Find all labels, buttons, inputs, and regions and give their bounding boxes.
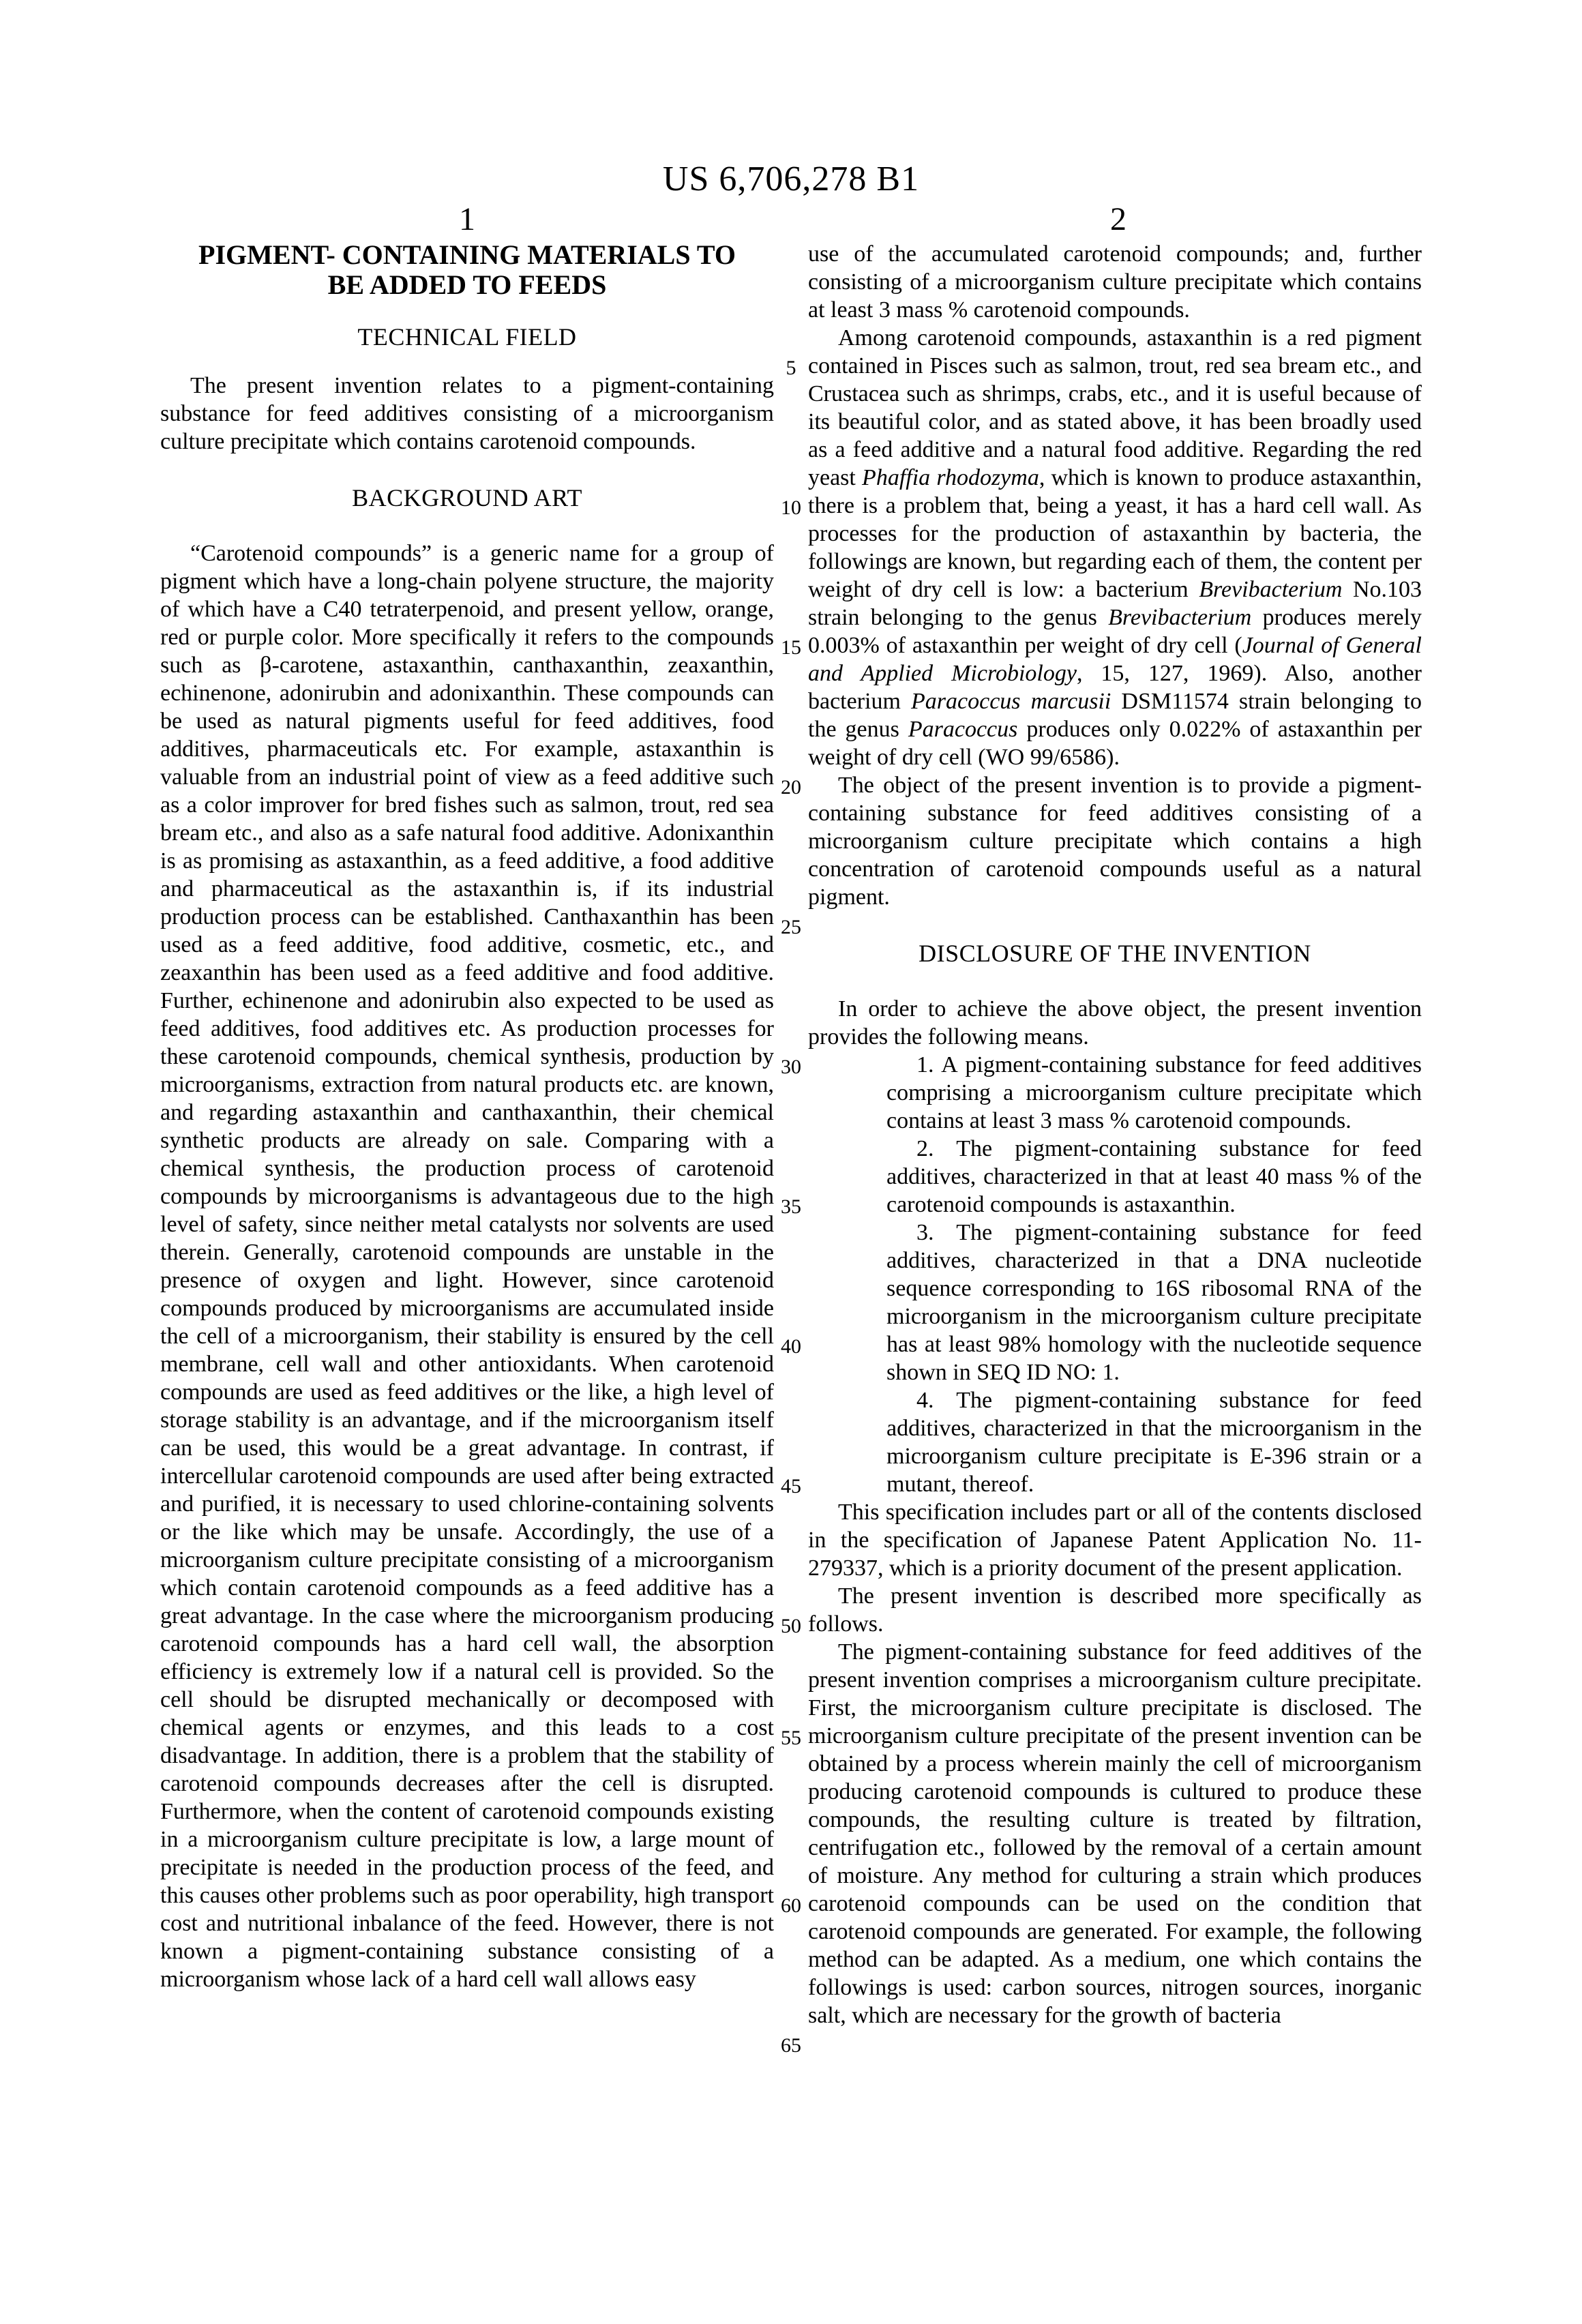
italic-text-run: Journal of General and Applied Microbiology (808, 633, 1422, 686)
text-run: DSM11574 strain belonging to the genus (808, 689, 1422, 742)
patent-number-header: US 6,706,278 B1 (662, 160, 920, 198)
column-number-1: 1 (459, 201, 475, 237)
text-run: The present invention relates to a pigment-containing substance for feed additives consisting of a microorganism culture precipitate which contains carotenoid compounds. (160, 373, 774, 454)
text-run: No.103 strain belonging to the genus (808, 577, 1422, 630)
line-number: 25 (781, 916, 801, 938)
text-run: In order to achieve the above object, the present invention provides the following means. (808, 996, 1422, 1049)
text-run: Among carotenoid compounds, astaxanthin is a red pigment contained in Pisces such as salmon, trout, red sea bream etc., and Crustacea such as shrimps, crabs, etc., and it is useful because of its beautiful color, and as stated above, it has been broadly used as a feed additive and a natural food additive. Regarding the red yeast (808, 325, 1422, 490)
italic-text-run: Brevibacterium (1108, 605, 1252, 630)
italic-text-run: Paracoccus (908, 717, 1018, 742)
text-run: The present invention is described more specifically as follows. (808, 1583, 1422, 1637)
line-number: 40 (781, 1335, 801, 1358)
text-run: “Carotenoid compounds” is a generic name for a group of pigment which have a long-chain polyene structure, the majority of which have a C40 tetraterpenoid, and present yellow, orange, red or purple color. More specifically it refers to the compounds such as β-carotene, astaxanthin, canthaxanthin, zeaxanthin, echinenone, adonirubin and adonixanthin. These compounds can be used as natural pigments useful for feed additives, food additives, pharmaceuticals etc. For example, astaxanthin is valuable from an industrial point of view as a feed additive such as a color improver for bred fishes such as salmon, trout, red sea bream etc., and also as a safe natural food additive. Adonixanthin is as promising as astaxanthin, as a feed additive, a food additive and pharmaceutical as the astaxanthin is, if its industrial production process can be established. Canthaxanthin has been used as a feed additive, food additive, cosmetic, etc., and zeaxanthin has been used as a feed additive and food additive. Further, echinenone and adonirubin also expected to be used as feed additives, food additives etc. As production processes for these carotenoid compounds, chemical synthesis, production by microorganisms, extraction from natural products etc. are known, and regarding astaxanthin and canthaxanthin, their chemical synthetic products are already on sale. Comparing with a chemical synthesis, the production process of carotenoid compounds by microorganisms is advantageous due to the high level of safety, since neither metal catalysts nor solvents are used therein. Generally, carotenoid compounds are unstable in the presence of oxygen and light. However, since carotenoid compounds produced by microorganisms are accumulated inside the cell of a microorganism, their stability is ensured by the cell membrane, cell wall and other antioxidants. When carotenoid compounds are used as feed additives or the like, a high level of storage stability is an advantage, and if the microorganism itself can be used, this would be a great advantage. In contrast, if intercellular carotenoid compounds are used after being extracted and purified, it is necessary to used chlorine-containing solvents or the like which may be unsafe. Accordingly, the use of a microorganism culture precipitate consisting of a microorganism which contain carotenoid compounds as a feed additive has a great advantage. In the case where the microorganism producing carotenoid compounds has a hard cell wall, the absorption efficiency is extremely low if a natural cell is provided. So the cell should be disrupted mechanically or decomposed with chemical agents or enzymes, and this leads to a cost disadvantage. In addition, there is a problem that the stability of carotenoid compounds decreases after the cell is disrupted. Furthermore, when the content of carotenoid compounds existing in a microorganism culture precipitate is low, a large mount of precipitate is needed in the production process of the feed, and this causes other problems such as poor operability, high transport cost and nutritional inbalance of the feed. However, there is not known a pigment-containing substance consisting of a microorganism whose lack of a hard cell wall allows easy (160, 541, 774, 1992)
italic-text-run: Phaffia rhodozyma (862, 465, 1039, 490)
invention-title-line2: BE ADDED TO FEEDS (327, 269, 607, 300)
text-run: , which is known to produce astaxanthin, there is a problem that, being a yeast, it has a hard cell wall. As processes for the production of astaxanthin by bacteria, the followings are known, but regarding each of them, the content per weight of dry cell is low: a bacterium (808, 465, 1422, 602)
right-column (808, 240, 1422, 2029)
section-heading: TECHNICAL FIELD (357, 323, 577, 351)
italic-text-run: Brevibacterium (1199, 577, 1343, 602)
line-number: 30 (781, 1056, 801, 1078)
section-heading: BACKGROUND ART (352, 484, 582, 511)
numbered-item (808, 1386, 1422, 1498)
paragraph (808, 1582, 1422, 1638)
invention-title-line1: PIGMENT- CONTAINING MATERIALS TO (198, 239, 736, 270)
text-run: produces merely 0.003% of astaxanthin per weight of dry cell ( (808, 605, 1422, 658)
section-heading: DISCLOSURE OF THE INVENTION (919, 940, 1311, 967)
numbered-item (808, 1051, 1422, 1135)
line-number: 65 (781, 2034, 801, 2057)
paragraph (160, 372, 774, 456)
line-number: 5 (786, 357, 796, 379)
text-run: , 15, 127, 1969). Also, another bacterium (808, 661, 1422, 714)
line-number: 15 (781, 636, 801, 659)
paragraph (808, 995, 1422, 1051)
text-run: The object of the present invention is to provide a pigment-containing substance for feed additives consisting of a microorganism culture precipitate which contains a high concentration of carotenoid compounds useful as a natural pigment. (808, 773, 1422, 910)
line-number: 55 (781, 1727, 801, 1749)
paragraph (808, 324, 1422, 771)
paragraph (808, 1498, 1422, 1582)
italic-text-run: Paracoccus marcusii (911, 689, 1111, 714)
text-run: use of the accumulated carotenoid compounds; and, further consisting of a microorganism culture precipitate which contains at least 3 mass % carotenoid compounds. (808, 241, 1422, 323)
numbered-item (808, 1219, 1422, 1386)
invention-title (160, 240, 774, 300)
text-run: The pigment-containing substance for feed additives of the present invention comprises a microorganism culture precipitate. First, the microorganism culture precipitate is disclosed. The microorganism culture precipitate of the present invention can be obtained by a process wherein mainly the cell of microorganism producing carotenoid compounds is cultured to produce these compounds, the resulting culture is treated by filtration, centrifugation etc., followed by the removal of a certain amount of moisture. Any method for culturing a strain which produces carotenoid compounds can be used on the condition that carotenoid compounds are generated. For example, the following method can be adapted. As a medium, one which contains the followings is used: carbon sources, nitrogen sources, inorganic salt, which are necessary for the growth of bacteria (808, 1639, 1422, 2028)
paragraph (808, 240, 1422, 324)
text-run: 3. The pigment-containing substance for feed additives, characterized in that a DNA nucleotide sequence corresponding to 16S ribosomal RNA of the microorganism in the microorganism culture precipitate has at least 98% homology with the nucleotide sequence shown in SEQ ID NO: 1. (886, 1220, 1422, 1385)
line-number: 60 (781, 1894, 801, 1917)
paragraph (808, 771, 1422, 911)
text-run: 2. The pigment-containing substance for feed additives, characterized in that at least 40 mass % of the carotenoid compounds is astaxanthin. (886, 1136, 1422, 1217)
left-column (160, 240, 774, 1993)
paragraph (808, 1638, 1422, 2029)
text-run: produces only 0.022% of astaxanthin per weight of dry cell (WO 99/6586). (808, 717, 1422, 770)
line-number: 50 (781, 1615, 801, 1637)
text-run: 1. A pigment-containing substance for feed additives comprising a microorganism culture precipitate which contains at least 3 mass % carotenoid compounds. (886, 1052, 1422, 1133)
line-number: 45 (781, 1475, 801, 1498)
column-number-2: 2 (1110, 201, 1126, 237)
line-number: 20 (781, 776, 801, 799)
text-run: This specification includes part or all of the contents disclosed in the specification of Japanese Patent Application No. 11-279337, which is a priority document of the present application. (808, 1500, 1422, 1581)
line-number: 35 (781, 1195, 801, 1218)
text-run: 4. The pigment-containing substance for feed additives, characterized in that the microorganism in the microorganism culture precipitate is E-396 strain or a mutant, thereof. (886, 1388, 1422, 1497)
paragraph (160, 539, 774, 1993)
numbered-item (808, 1135, 1422, 1219)
line-number: 10 (781, 496, 801, 519)
